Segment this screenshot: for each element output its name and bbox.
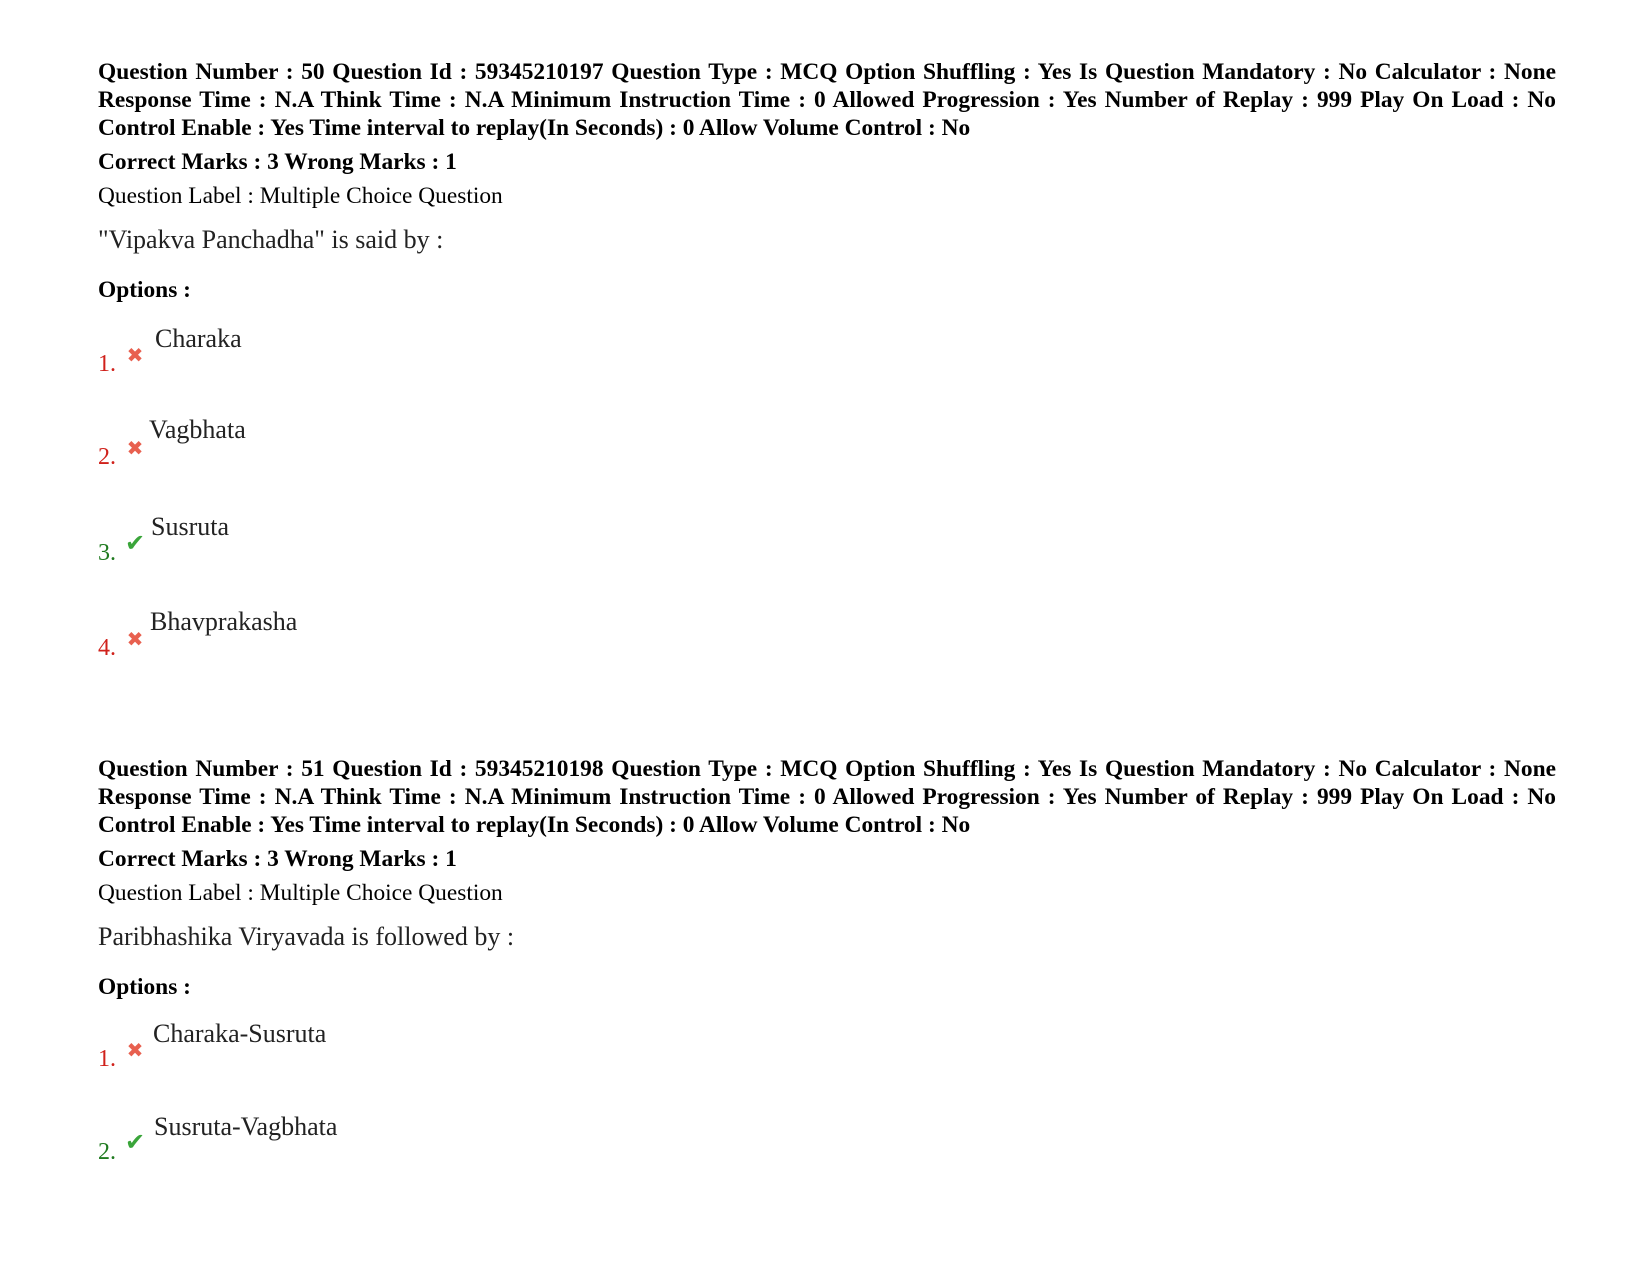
question-meta: Question Number : 51 Question Id : 59345210198 Question Type : MCQ Option Shuffling : Yes Is Question Mandatory : No Calculator : None Response Time : N.A Think Time : N.A Minimum Instruction Time : 0 Allowed Progression : Yes Number of Replay : 999 Play On Load : No Control Enable : Yes Time interval to replay(In Seconds) : 0 Allow Volume Control : No	[98, 756, 1556, 838]
option-number: 1.	[98, 1046, 116, 1072]
options-heading: Options :	[98, 277, 191, 303]
question-label: Question Label : Multiple Choice Question	[98, 183, 503, 209]
option-number: 2.	[98, 444, 116, 470]
cross-icon: ✖	[126, 627, 144, 651]
question-stem: Paribhashika Viryavada is followed by :	[98, 922, 515, 951]
option-item	[98, 408, 1556, 506]
cross-icon: ✖	[126, 1038, 144, 1062]
question-marks: Correct Marks : 3 Wrong Marks : 1	[98, 149, 457, 175]
option-item	[98, 1103, 1556, 1199]
option-text: Susruta	[151, 512, 229, 541]
option-item	[98, 310, 1556, 408]
option-item	[98, 604, 1556, 702]
option-text: Charaka	[155, 324, 242, 353]
check-icon: ✔	[124, 1128, 146, 1156]
option-text: Vagbhata	[149, 415, 246, 444]
option-number: 3.	[98, 540, 116, 566]
question-marks: Correct Marks : 3 Wrong Marks : 1	[98, 846, 457, 872]
option-item	[98, 1007, 1556, 1103]
question-stem: "Vipakva Panchadha" is said by :	[98, 225, 444, 254]
option-number: 1.	[98, 351, 116, 377]
option-number: 2.	[98, 1139, 116, 1165]
question-block-51	[98, 755, 1556, 1199]
option-number: 4.	[98, 635, 116, 661]
option-text: Charaka-Susruta	[153, 1019, 327, 1048]
cross-icon: ✖	[126, 343, 144, 367]
option-text: Susruta-Vagbhata	[154, 1112, 338, 1141]
option-item	[98, 506, 1556, 604]
check-icon: ✔	[124, 529, 146, 557]
question-block-50	[98, 58, 1556, 702]
option-text: Bhavprakasha	[150, 607, 298, 636]
cross-icon: ✖	[126, 436, 144, 460]
question-label: Question Label : Multiple Choice Question	[98, 880, 503, 906]
question-meta: Question Number : 50 Question Id : 59345210197 Question Type : MCQ Option Shuffling : Yes Is Question Mandatory : No Calculator : None Response Time : N.A Think Time : N.A Minimum Instruction Time : 0 Allowed Progression : Yes Number of Replay : 999 Play On Load : No Control Enable : Yes Time interval to replay(In Seconds) : 0 Allow Volume Control : No	[98, 59, 1556, 141]
options-heading: Options :	[98, 974, 191, 1000]
